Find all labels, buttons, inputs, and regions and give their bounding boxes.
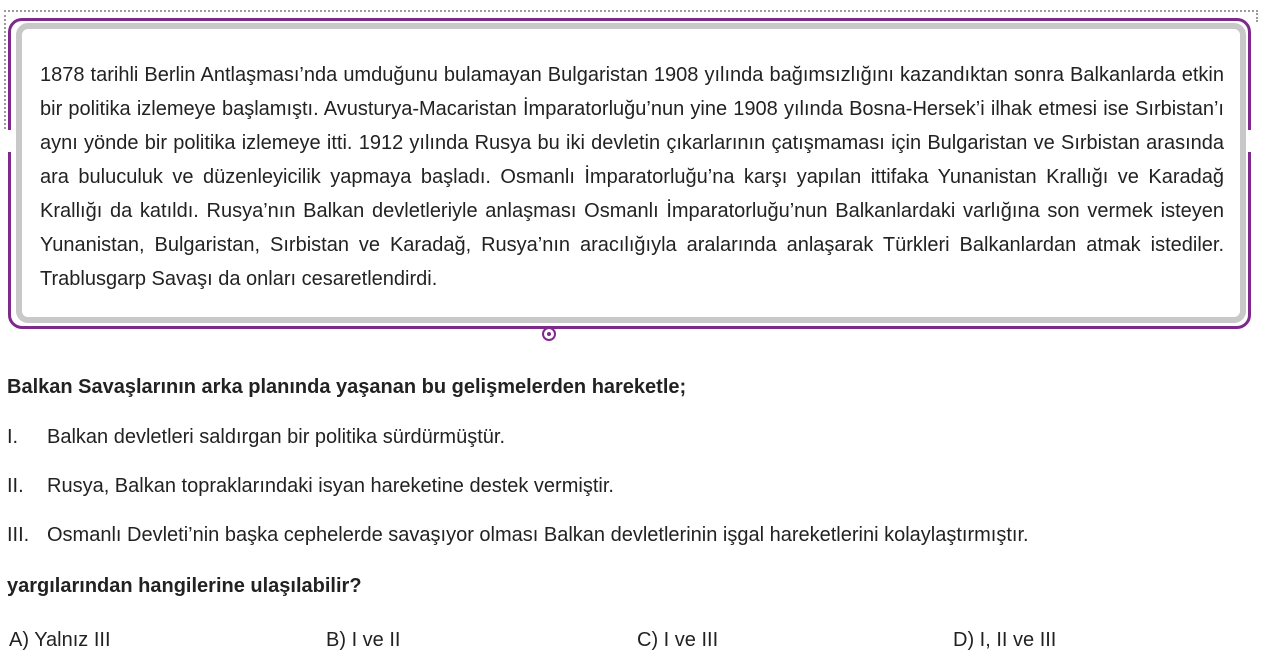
passage-text: 1878 tarihli Berlin Antlaşması’nda umduğunu bulamayan Bulgaristan 1908 yılında bağımsızlığını kazandıktan sonra Balkanlarda etkin bir politika izlemeye başlamıştı. Avusturya-Macaristan İmparatorluğu’nun yine 1908 yılında Bosna-Hersek’i ilhak etmesi ise Sırbistan’ı aynı yönde bir politika izlemeye itti. 1912 yılında Rusya bu iki devletin çıkarlarının çatışmaması için Bulgaristan ve Sırbistan arasında ara buluculuk ve düzenleyicilik yapmaya başladı. Osmanlı İmparatorluğu’na karşı yapılan ittifaka Yunanistan Krallığı ve Karadağ Krallığı da katıldı. Rusya’nın Balkan devletleriyle anlaşması Osmanlı İmparatorluğu’nun Balkanlardaki varlığına son vermek isteyen Yunanistan, Bulgaristan, Sırbistan ve Karadağ, Rusya’nın aracılığıyla aralarında anlaşarak Türkleri Balkanlardan atmak istediler. Trablusgarp Savaşı da onları cesaretlendirdi. [40,64,1224,290]
option-text: I ve II [351,629,401,651]
option-d[interactable] [953,629,1056,652]
option-text: I, II ve III [979,629,1057,651]
option-text: I ve III [663,629,719,651]
dotted-border-right [1256,10,1258,22]
option-letter: D) [953,629,975,651]
question-stem: Balkan Savaşlarının arka planında yaşanan bu gelişmelerden hareketle; [7,376,687,398]
option-c[interactable] [637,629,718,652]
option-letter: A) [9,629,29,651]
statement-text: Balkan devletleri saldırgan bir politika sürdürmüştür. [47,426,505,448]
question-tail: yargılarından hangilerine ulaşılabilir? [7,575,362,597]
option-text: Yalnız III [34,629,111,651]
option-a[interactable] [9,629,111,652]
statement-2 [7,475,614,498]
statement-number: III. [7,524,30,546]
frame-gap-right [1246,130,1256,152]
option-letter: C) [637,629,659,651]
frame-gap-left [4,130,14,152]
statement-text: Osmanlı Devleti’nin başka cephelerde savaşıyor olması Balkan devletlerinin işgal hareketlerini kolaylaştırmıştır. [47,524,1029,546]
frame-dot-icon [542,327,556,341]
dotted-border-left [4,10,6,145]
option-letter: B) [326,629,346,651]
dotted-border-top [4,10,1258,12]
statement-number: I. [7,426,19,448]
statement-3 [7,524,1029,547]
statement-number: II. [7,475,24,497]
option-b[interactable] [326,629,400,652]
statement-text: Rusya, Balkan topraklarındaki isyan hareketine destek vermiştir. [47,475,614,497]
statement-1 [7,426,505,449]
